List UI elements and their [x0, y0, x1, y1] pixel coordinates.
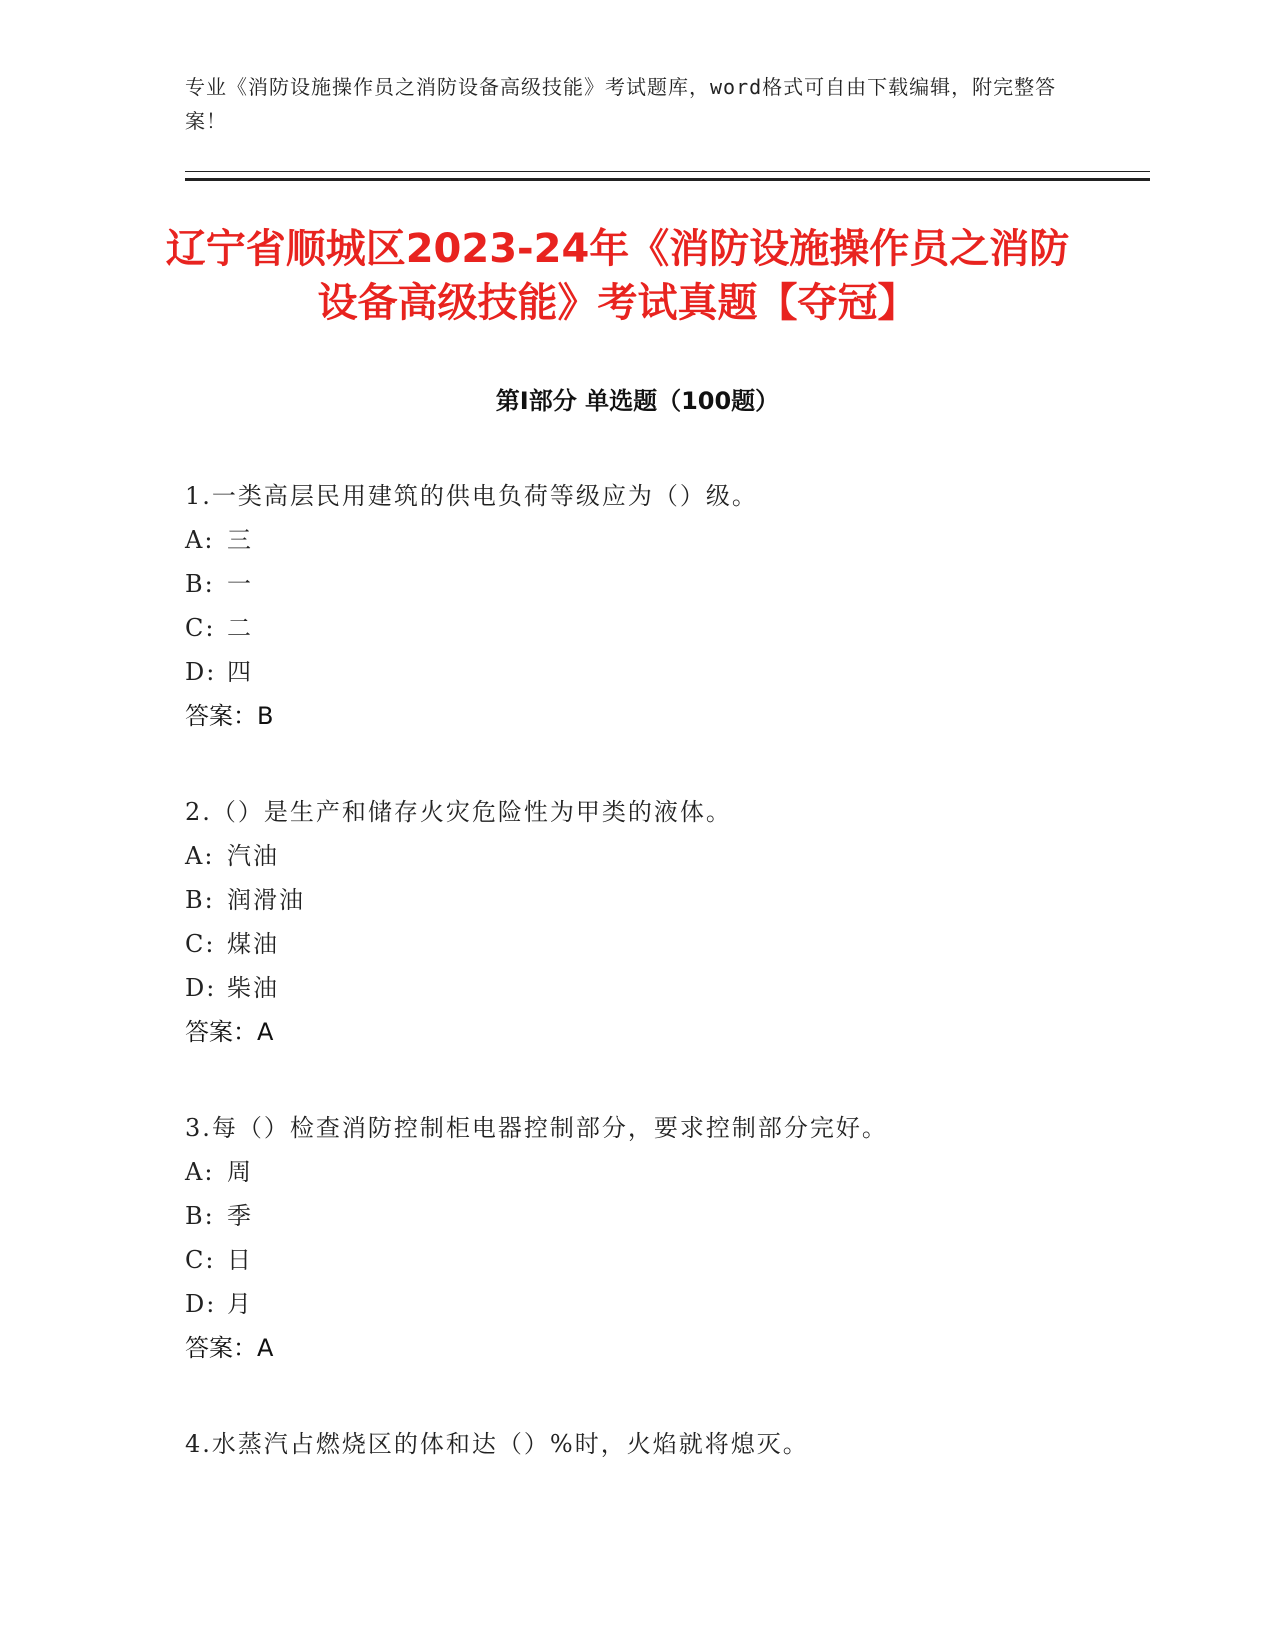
- option-letter: C:: [185, 1246, 216, 1274]
- option-text: 季: [227, 1202, 253, 1230]
- option-text: 三: [227, 526, 253, 554]
- option-text: 煤油: [227, 930, 279, 958]
- option-letter: B:: [185, 886, 215, 914]
- answer-line: 答案：A: [185, 1334, 274, 1362]
- question-item: [185, 790, 1145, 1054]
- option-letter: B:: [185, 1202, 215, 1230]
- option-text: 润滑油: [227, 886, 305, 914]
- option-text: 周: [227, 1158, 253, 1186]
- option-text: 二: [227, 614, 253, 642]
- option-text: 柴油: [227, 974, 279, 1002]
- option-c: [185, 606, 1145, 650]
- option-letter: A:: [185, 842, 215, 870]
- option-b: [185, 878, 1145, 922]
- option-letter: D:: [185, 1290, 217, 1318]
- question-list: [185, 474, 1145, 1518]
- option-a: [185, 518, 1145, 562]
- header-note: 专业《消防设施操作员之消防设备高级技能》考试题库，word格式可自由下载编辑，附完整答案！: [185, 75, 1057, 133]
- option-letter: D:: [185, 974, 217, 1002]
- option-c: [185, 1238, 1145, 1282]
- option-text: 四: [227, 658, 253, 686]
- option-a: [185, 834, 1145, 878]
- option-letter: B:: [185, 570, 215, 598]
- header-divider-thin: [185, 171, 1150, 172]
- option-letter: A:: [185, 526, 215, 554]
- question-item: [185, 1106, 1145, 1370]
- answer-line: 答案：B: [185, 702, 274, 730]
- option-b: [185, 562, 1145, 606]
- question-text: 1.一类高层民用建筑的供电负荷等级应为（）级。: [185, 482, 758, 510]
- option-b: [185, 1194, 1145, 1238]
- option-text: 月: [227, 1290, 253, 1318]
- option-c: [185, 922, 1145, 966]
- answer-line: 答案：A: [185, 1018, 274, 1046]
- question-text: 3.每（）检查消防控制柜电器控制部分，要求控制部分完好。: [185, 1114, 888, 1142]
- question-text: 2.（）是生产和储存火灾危险性为甲类的液体。: [185, 798, 732, 826]
- question-item: [185, 474, 1145, 738]
- option-letter: C:: [185, 930, 216, 958]
- option-text: 日: [227, 1246, 253, 1274]
- option-letter: A:: [185, 1158, 215, 1186]
- option-text: 一: [227, 570, 253, 598]
- option-d: [185, 966, 1145, 1010]
- document-title: 辽宁省顺城区2023-24年《消防设施操作员之消防设备高级技能》考试真题【夺冠】: [165, 226, 1070, 326]
- option-a: [185, 1150, 1145, 1194]
- question-item: [185, 1422, 1145, 1466]
- option-letter: C:: [185, 614, 216, 642]
- option-letter: D:: [185, 658, 217, 686]
- header-divider-thick: [185, 178, 1150, 181]
- question-text: 4.水蒸汽占燃烧区的体和达（）%时，火焰就将熄灭。: [185, 1430, 809, 1458]
- section-title: 第Ⅰ部分 单选题（100题）: [495, 387, 780, 415]
- option-text: 汽油: [227, 842, 279, 870]
- option-d: [185, 1282, 1145, 1326]
- option-d: [185, 650, 1145, 694]
